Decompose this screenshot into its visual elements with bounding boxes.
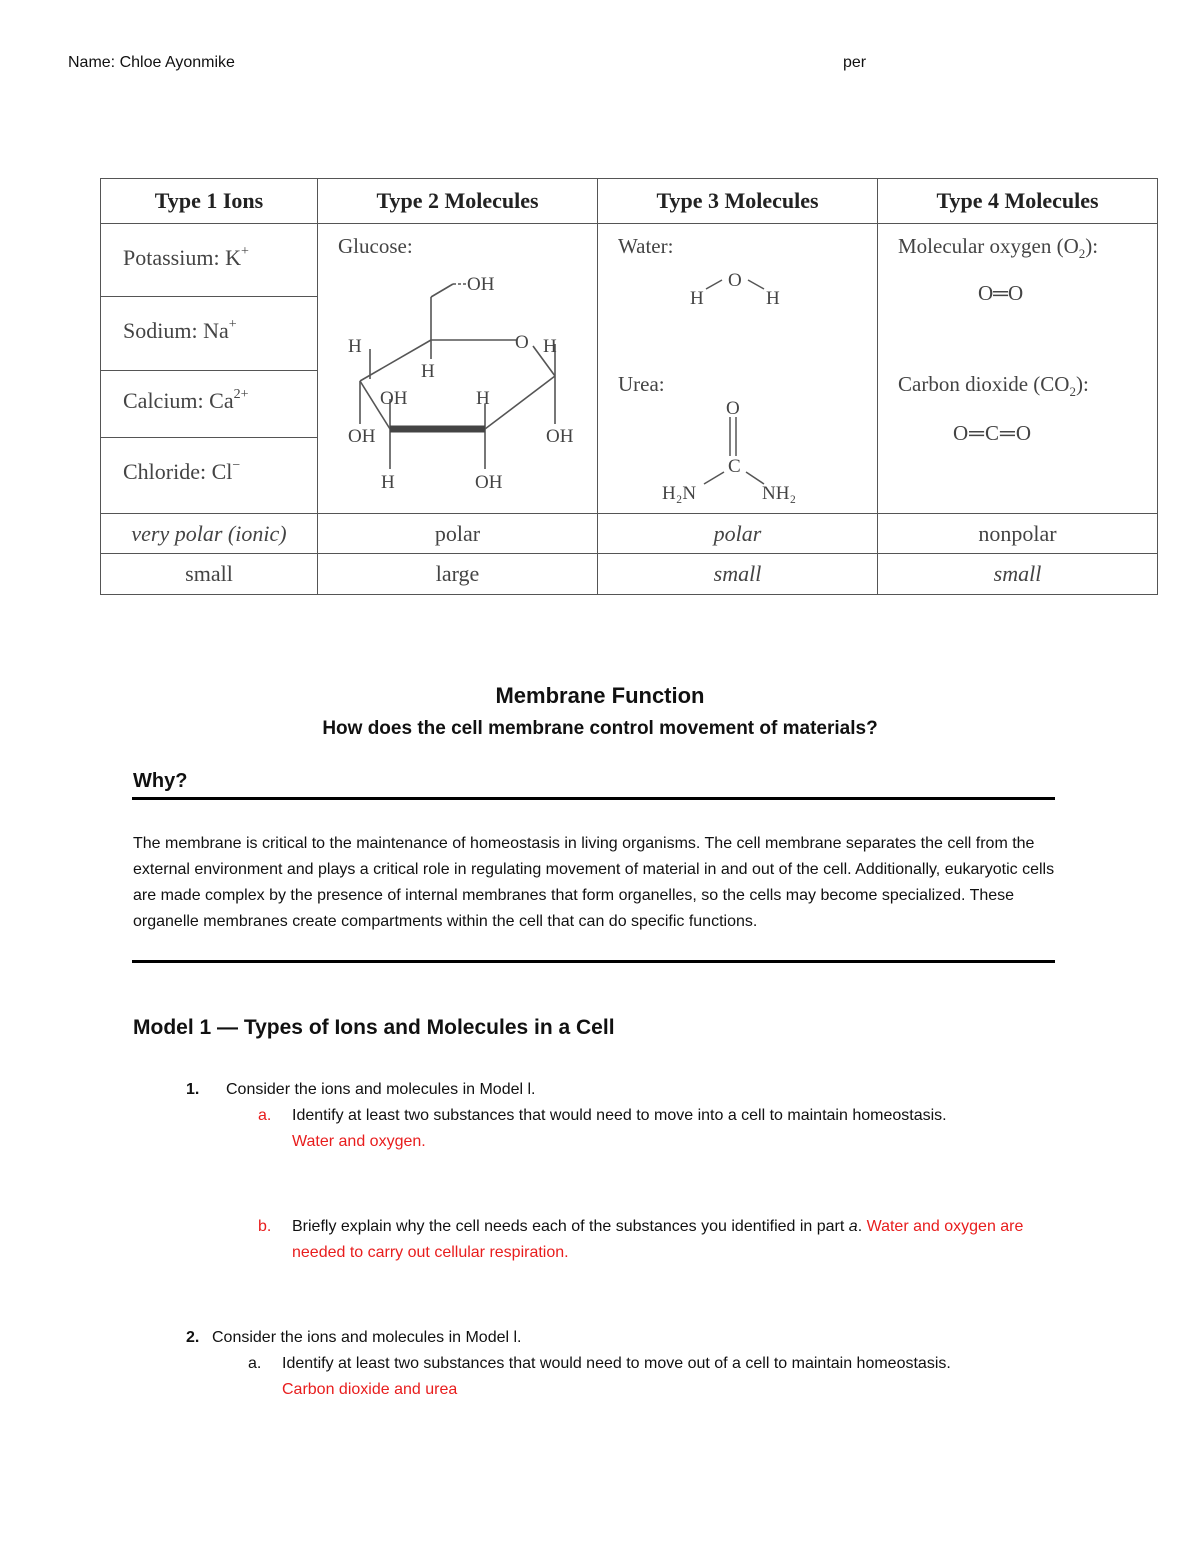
- header-type1: Type 1 Ions: [101, 179, 318, 224]
- oxygen-formula: O═O: [978, 280, 1024, 305]
- why-heading: Why?: [133, 770, 188, 792]
- size-type2: large: [318, 554, 598, 595]
- gases-cell: [878, 223, 1158, 513]
- water-label: Water:: [618, 233, 674, 258]
- q1b-label: b.: [258, 1218, 272, 1235]
- urea-atom-nh2: NH₂: [762, 482, 797, 504]
- co2-formula: O═C═O: [953, 420, 1033, 445]
- water-atom-o: O: [728, 269, 742, 291]
- q1-number: 1.: [186, 1081, 200, 1098]
- q1-text: Consider the ions and molecules in Model l.: [226, 1081, 536, 1098]
- model-heading: Model 1 — Types of Ions and Molecules in a Cell: [133, 1016, 615, 1039]
- q1a-label: a.: [258, 1107, 272, 1124]
- ion-row-potassium: [101, 223, 1158, 297]
- size-row: [101, 554, 1158, 595]
- urea-atom-h2n: H₂N: [662, 482, 697, 504]
- urea-atom-o: O: [726, 397, 740, 419]
- co2-label: Carbon dioxide $(CO_2)$:: [898, 371, 1089, 399]
- divider-top: [132, 797, 1055, 800]
- q2-number: 2.: [186, 1329, 200, 1346]
- polarity-type4: nonpolar: [878, 513, 1158, 553]
- ion-calcium: Calcium: $Ca^{2+}$: [101, 371, 318, 438]
- glucose-atom-oh1: OH: [467, 273, 495, 295]
- q2a-label: a.: [248, 1355, 262, 1372]
- student-name: Name: Chloe Ayonmike: [68, 54, 235, 71]
- glucose-atom-o: O: [515, 331, 529, 353]
- size-type4: small: [878, 554, 1158, 595]
- urea-atom-c: C: [728, 455, 741, 477]
- urea-label: Urea:: [618, 371, 665, 396]
- water-urea-structures: [598, 224, 878, 514]
- glucose-atom-h2: H: [543, 335, 557, 357]
- glucose-structure: [318, 224, 598, 514]
- size-type3: small: [598, 554, 878, 595]
- polarity-type2: polar: [318, 513, 598, 553]
- divider-bottom: [132, 960, 1055, 963]
- glucose-atom-h5: H: [381, 471, 395, 493]
- polarity-row: [101, 513, 1158, 553]
- ion-potassium: Potassium: K+: [101, 223, 318, 297]
- glucose-atom-h3: H: [421, 360, 435, 382]
- glucose-atom-oh3: OH: [348, 425, 376, 447]
- q1a-answer: Water and oxygen.: [292, 1133, 426, 1150]
- polarity-type1: very polar (ionic): [101, 513, 318, 553]
- glucose-atom-h4: H: [476, 387, 490, 409]
- glucose-label: Glucose:: [338, 233, 413, 258]
- q1b-text: Briefly explain why the cell needs each of the substances you identified in part a. Water and oxygen are needed to carry out cellular respiration.: [292, 1218, 1024, 1261]
- header-type3: Type 3 Molecules: [598, 179, 878, 224]
- page-title: Membrane Function: [495, 683, 705, 708]
- oxygen-label: Molecular oxygen $(O_2)$:: [898, 233, 1099, 261]
- header-type4: Type 4 Molecules: [878, 179, 1158, 224]
- water-urea-cell: [598, 223, 878, 513]
- period-label: per: [843, 54, 867, 71]
- water-atom-h1: H: [690, 287, 704, 309]
- guiding-question: How does the cell membrane control movement of materials?: [322, 718, 878, 739]
- glucose-cell: [318, 223, 598, 513]
- q2-text: Consider the ions and molecules in Model l.: [212, 1329, 522, 1346]
- q1b-answer: Water and oxygen are needed to carry out cellular respiration.: [292, 1218, 1024, 1261]
- glucose-atom-oh5: OH: [475, 471, 503, 493]
- ion-chloride: Chloride: Cl−: [101, 438, 318, 514]
- header-type2: Type 2 Molecules: [318, 179, 598, 224]
- table-header-row: [101, 179, 1158, 224]
- polarity-type3: polar: [598, 513, 878, 553]
- why-paragraph: The membrane is critical to the maintenance of homeostasis in living organisms. The cell membrane separates the cell from the external environment and plays a critical role in regulating movement of material in and out of the cell. Additionally, eukaryotic cells are made complex by the presence of internal membranes that form organelles, so the cells may become specialized. These organelle membranes create compartments within the cell that can do specific functions.: [133, 835, 1055, 930]
- glucose-atom-oh2: OH: [380, 387, 408, 409]
- q1a-text: Identify at least two substances that would need to move into a cell to maintain homeostasis.: [292, 1107, 947, 1124]
- water-atom-h2: H: [766, 287, 780, 309]
- glucose-atom-h1: H: [348, 335, 362, 357]
- glucose-atom-oh4: OH: [546, 425, 574, 447]
- size-type1: small: [101, 554, 318, 595]
- model-table: [100, 178, 1158, 595]
- ion-sodium: Sodium: Na+: [101, 297, 318, 371]
- q2a-answer: Carbon dioxide and urea: [282, 1381, 458, 1398]
- q2a-text: Identify at least two substances that would need to move out of a cell to maintain homeostasis.: [282, 1355, 951, 1372]
